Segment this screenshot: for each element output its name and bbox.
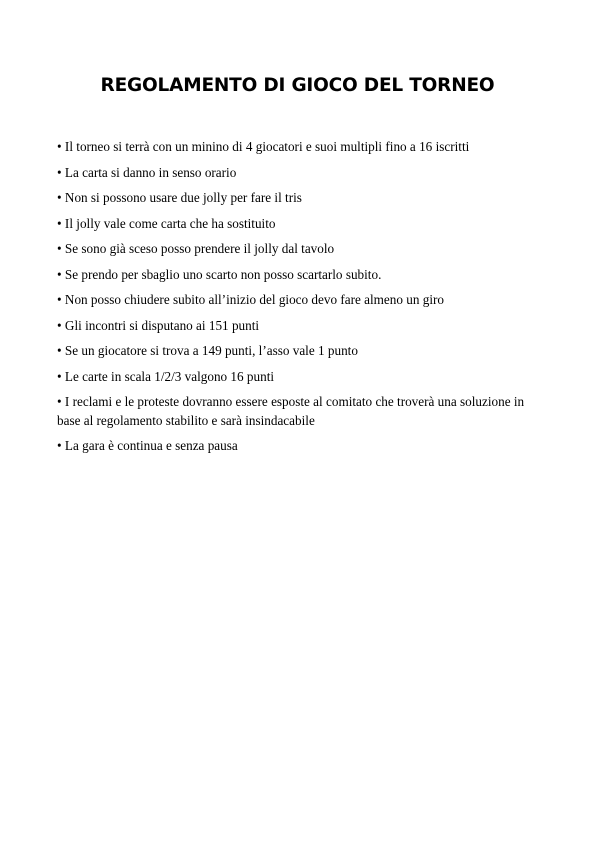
- bullet-icon: •: [57, 266, 62, 282]
- rule-item: [57, 138, 547, 157]
- rule-item: [57, 368, 547, 387]
- rule-text: Il torneo si terrà con un minino di 4 giocatori e suoi multipli fino a 16 iscritti: [64, 139, 470, 154]
- rule-item: [57, 240, 547, 259]
- rule-text: Se prendo per sbaglio uno scarto non posso scartarlo subito.: [64, 266, 382, 282]
- rule-item: [57, 393, 547, 430]
- rule-text: Se sono già sceso posso prendere il jolly dal tavolo: [64, 241, 335, 256]
- rule-text: La gara è continua e senza pausa: [64, 438, 238, 453]
- rule-text: Non posso chiudere subito all’inizio del gioco devo fare almeno un giro: [64, 292, 444, 307]
- rule-text: Gli incontri si disputano ai 151 punti: [64, 317, 260, 333]
- rule-item: [57, 215, 547, 234]
- bullet-icon: •: [57, 343, 62, 358]
- rule-text: Le carte in scala 1/2/3 valgono 16 punti: [64, 368, 275, 384]
- bullet-icon: •: [57, 215, 62, 231]
- rule-text: I reclami e le proteste dovranno essere esposte al comitato che troverà una soluzione in base al regolamento stabilito e sarà insindacabile: [57, 394, 525, 428]
- rule-item: [57, 266, 547, 285]
- rule-item: [57, 437, 547, 456]
- rule-item: [57, 164, 547, 183]
- bullet-icon: •: [57, 438, 62, 453]
- bullet-icon: •: [57, 139, 62, 154]
- rule-text: La carta si danno in senso orario: [64, 164, 237, 180]
- bullet-icon: •: [57, 190, 62, 205]
- bullet-icon: •: [57, 292, 62, 307]
- rule-text: Il jolly vale come carta che ha sostituito: [64, 215, 276, 231]
- rule-item: [57, 317, 547, 336]
- bullet-icon: •: [57, 241, 62, 256]
- rule-item: [57, 189, 547, 208]
- rules-list: [57, 138, 547, 463]
- bullet-icon: •: [57, 317, 62, 333]
- document-title: REGOLAMENTO DI GIOCO DEL TORNEO: [100, 75, 495, 96]
- rule-text: Non si possono usare due jolly per fare il tris: [64, 190, 302, 205]
- rule-item: [57, 342, 547, 361]
- bullet-icon: •: [57, 164, 62, 180]
- bullet-icon: •: [57, 368, 62, 384]
- bullet-icon: •: [57, 394, 62, 409]
- rule-text: Se un giocatore si trova a 149 punti, l’asso vale 1 punto: [64, 343, 358, 358]
- rule-item: [57, 291, 547, 310]
